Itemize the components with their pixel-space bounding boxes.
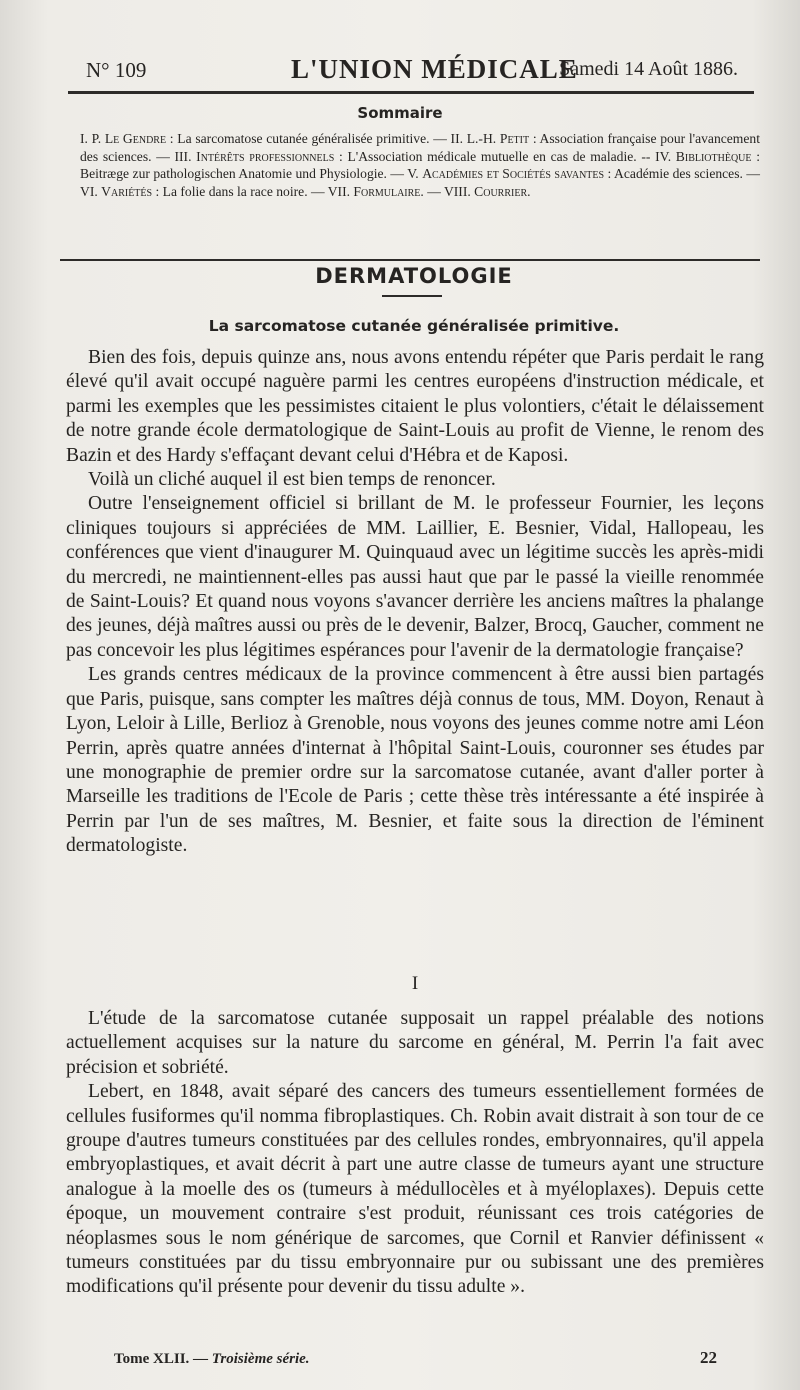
- sommaire-contents: [80, 130, 760, 200]
- title-underline: [382, 295, 442, 297]
- sommaire-author: Le Gendre: [104, 131, 167, 146]
- page-header: [86, 52, 740, 90]
- sommaire-section: Formulaire: [353, 183, 421, 199]
- header-rule: [68, 91, 754, 94]
- journal-title: L'UNION MÉDICALE: [291, 54, 578, 84]
- sommaire-text: : La sarcomatose cutanée généralisée primitive. — II. L.-H.: [166, 131, 500, 146]
- sommaire-section: Variétés: [101, 183, 153, 199]
- page-number: 22: [700, 1348, 717, 1367]
- paragraph: Voilà un cliché auquel il est bien temps de renoncer.: [88, 469, 496, 491]
- footer-volume: [114, 1351, 310, 1368]
- sommaire-section: Bibliothèque: [675, 148, 752, 164]
- roman-heading: I: [411, 973, 419, 994]
- sommaire-text: : Association française pour l'avancement des sciences. — III.: [80, 131, 760, 164]
- paragraph: Lebert, en 1848, avait séparé des cancers des tumeurs essentiellement formées de cellules fusiformes qu'il nomma fibroplastiques. Ch. Robin avait distrait à son tour de ce groupe d'autres tumeurs constituées par des cellules rondes, embryonnaires, qu'il appela embryoplastiques, et avait décrit à part une autre classe de tumeurs ayant une structure analogue à la moelle des os (tumeurs à médullocèles et à myéloplaxes). Depuis cette époque, un mouvement contraire s'est produit, réunissant ces trois catégories de néoplasmes sous le nom générique de sarcomes, que Cornil et Ranvier définissent « tumeurs constituées par du tissu embryonnaire pur ou subissant une des premières modifications qu'il présente pour devenir du tissu adulte ».: [66, 1081, 764, 1298]
- sommaire-item-num: I. P.: [80, 131, 102, 146]
- paragraph: Les grands centres médicaux de la province commencent à être aussi bien partagés que Paris, puisque, sans compter les maîtres déjà connus de tous, MM. Doyon, Renaut à Lyon, Leloir à Lille, Berlioz à Grenoble, nous voyons des jeunes comme notre ami Léon Perrin, après quatre années d'internat à l'hôpital Saint-Louis, couronner ses études par une monographie de premier ordre sur la sarcomatose cutanée, avant d'aller porter à Marseille les traditions de l'Ecole de Paris ; cette thèse très intéressante a été inspirée à Perrin par l'un de ses maîtres, M. Besnier, et faite sous la direction de l'éminent dermatologiste.: [66, 664, 764, 857]
- footer-series: Troisième série.: [211, 1351, 310, 1367]
- sommaire-section: Courrier: [474, 183, 528, 199]
- section-rule: [60, 259, 760, 261]
- sommaire-text: . — VIII.: [420, 183, 475, 199]
- article-title: La sarcomatose cutanée généralisée primitive.: [208, 317, 620, 335]
- sommaire-text: : Beitræge zur pathologischen Anatomie und Physiologie. — V.: [80, 148, 760, 182]
- article-body-part-2: [66, 1007, 764, 1300]
- sommaire-text: : L'Association médicale mutuelle en cas de maladie. -- IV.: [334, 148, 676, 164]
- sommaire-author: Petit: [499, 131, 530, 146]
- issue-date: Samedi 14 Août 1886.: [559, 58, 738, 80]
- section-title: DERMATOLOGIE: [315, 264, 513, 288]
- paragraph: Bien des fois, depuis quinze ans, nous avons entendu répéter que Paris perdait le rang élevé qu'il avait occupé naguère parmi les centres européens d'instruction médicale, et parmi les exemples que les pessimistes citaient le plus volontiers, c'était le délaissement de notre grande école dermatologique de Saint-Louis au profit de Vienne, le renom des Bazin et des Hardy s'effaçant devant celui d'Hébra et de Kaposi.: [66, 347, 764, 466]
- sommaire-text: : La folie dans la race noire. — VII.: [152, 183, 354, 199]
- paragraph: L'étude de la sarcomatose cutanée supposait un rappel préalable des notions actuellement acquises sur la nature du sarcome en général, M. Perrin l'a fait avec précision et sobriété.: [66, 1008, 764, 1078]
- issue-number: N° 109: [86, 58, 147, 82]
- paragraph: Outre l'enseignement officiel si brillant de M. le professeur Fournier, les leçons cliniques toujours si appréciées de MM. Laillier, E. Besnier, Vidal, Hallopeau, les conférences que vient d'inaugurer M. Quinquaud avec un légitime succès les après-midi du mercredi, ne maintiennent-elles pas aussi haut que par le passé la vieille renommée de Saint-Louis? Et quand nous voyons s'avancer derrière les anciens maîtres la phalange des jeunes, déjà maîtres aussi ou près de le devenir, Balzer, Brocq, Gaucher, comment ne pas concevoir les plus légitimes espérances pour l'avenir de la dermatologie française?: [66, 493, 764, 661]
- sommaire-text: : Académie des sciences. — VI.: [80, 166, 760, 199]
- sommaire-title: Sommaire: [357, 104, 443, 122]
- sommaire-text: .: [527, 183, 531, 199]
- sommaire-section: Académies et Sociétés savantes: [422, 166, 605, 182]
- sommaire-section: Intérêts professionnels: [196, 148, 335, 164]
- article-body-part-1: [66, 346, 764, 859]
- footer-tome: Tome XLII. —: [114, 1351, 212, 1367]
